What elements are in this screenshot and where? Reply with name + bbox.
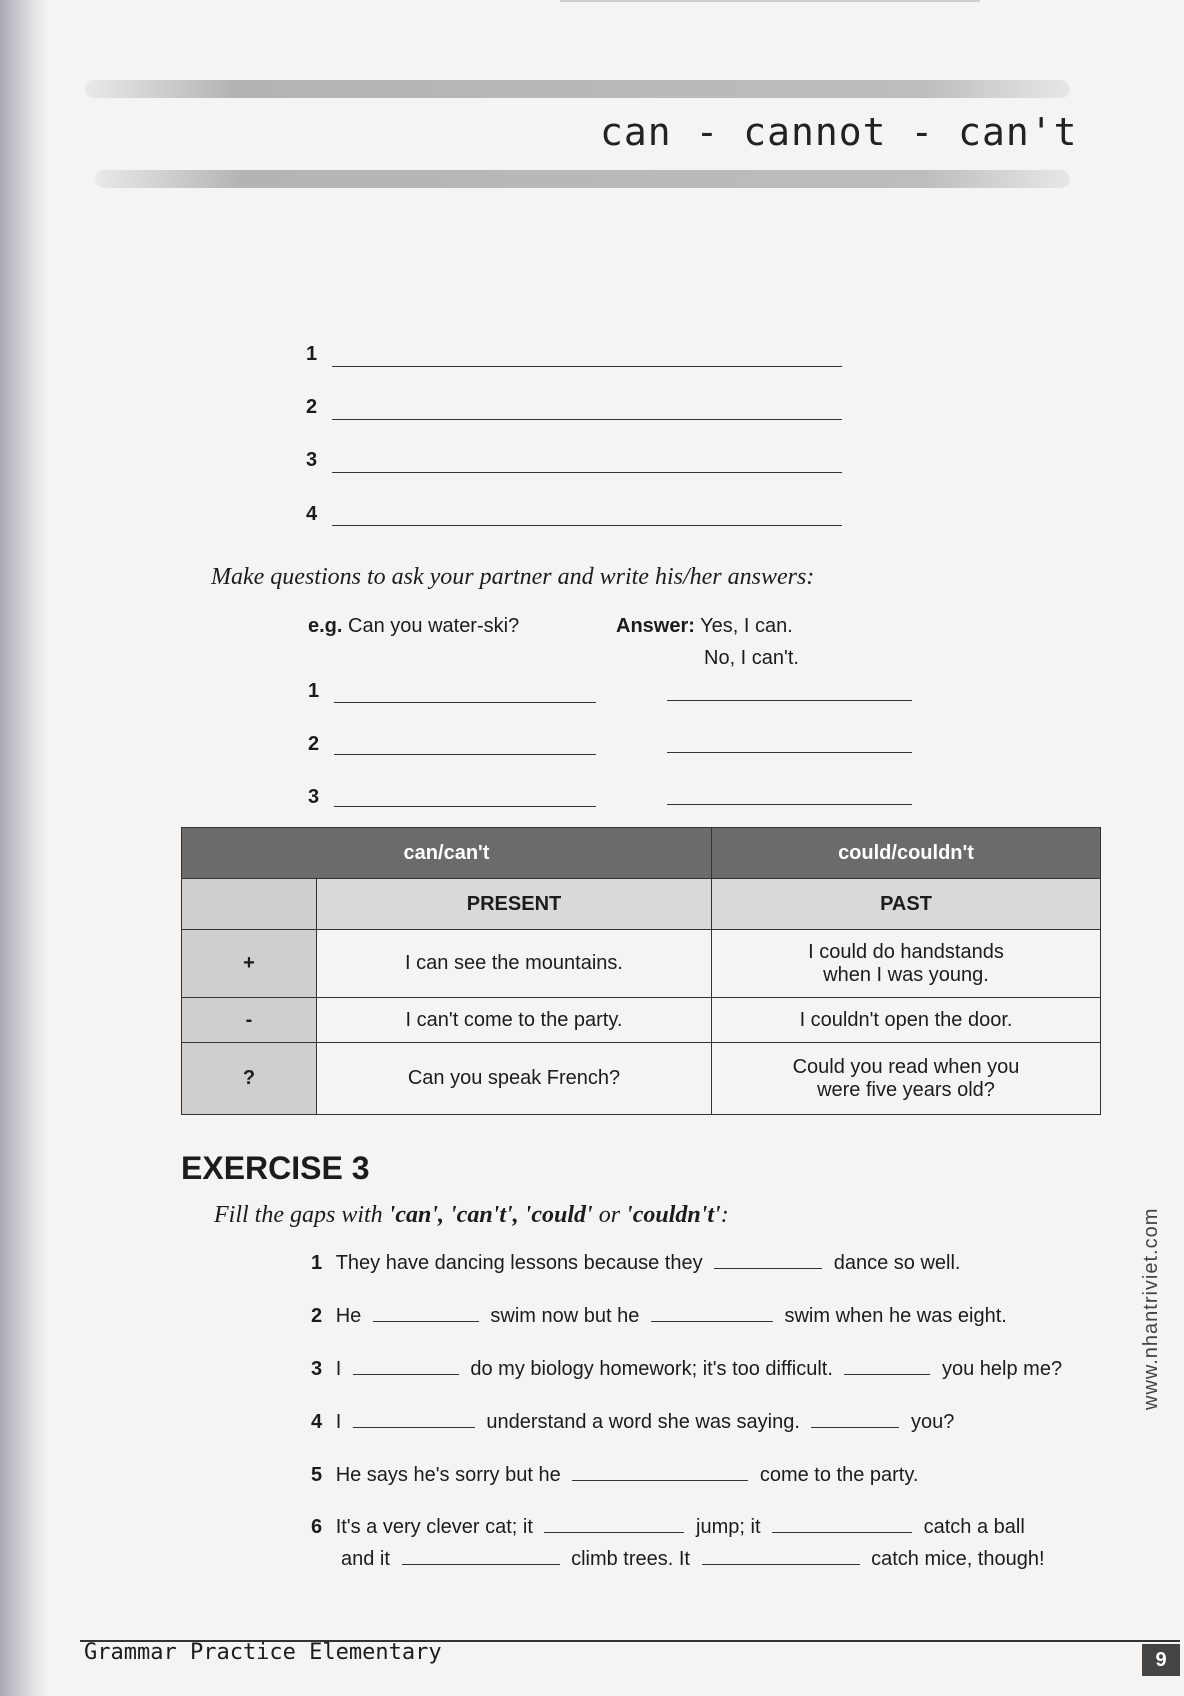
plus-sign: + [182,930,317,998]
question-line[interactable] [334,754,596,755]
partner-answer-line[interactable] [667,804,912,805]
item-text: you help me? [942,1358,1063,1380]
line-number: 1 [308,680,320,702]
page-title: can - cannot - can't [600,110,1078,154]
item-text: catch a ball [923,1516,1025,1538]
title-brush-bottom [95,170,1070,188]
exercise-item [311,1516,1025,1539]
table-row [182,998,1101,1043]
line-number: 1 [306,343,318,365]
present-example: I can see the mountains. [317,930,712,998]
table-row [182,930,1101,998]
exercise3-title: EXERCISE 3 [181,1150,370,1186]
item-text: catch mice, though! [871,1548,1045,1570]
line-number: 3 [306,449,318,471]
gap-blank[interactable] [544,1532,684,1533]
gap-blank[interactable] [353,1427,475,1428]
top-rule [560,0,980,2]
gap-blank[interactable] [702,1564,860,1565]
instruction-text: Fill the gaps with [214,1202,389,1228]
past-line-a: I could do handstands [808,940,1004,963]
title-brush-top [85,80,1070,98]
item-text: I [335,1411,342,1433]
partner-answer-line[interactable] [667,752,912,753]
gap-blank[interactable] [772,1532,912,1533]
exercise-item [311,1411,954,1434]
exercise-item-continued [341,1548,1045,1571]
item-text: do my biology homework; it's too difficult. [470,1358,833,1380]
gap-blank[interactable] [402,1564,560,1565]
item-text: He says he's sorry but he [335,1464,561,1486]
item-text: you? [911,1411,955,1433]
past-example [712,1043,1101,1115]
col-header-can: can/can't [182,828,712,879]
item-text: swim when he was eight. [784,1305,1007,1327]
past-line-a: Could you read when you [792,1055,1020,1078]
past-example [712,930,1101,998]
item-number: 3 [311,1358,323,1380]
item-text: climb trees. It [571,1548,690,1570]
item-text: understand a word she was saying. [486,1411,800,1433]
partner-answer-line[interactable] [667,700,912,701]
page-number: 9 [1142,1644,1180,1676]
line-number: 4 [306,503,318,525]
example-row [308,615,519,638]
item-number: 4 [311,1411,323,1433]
line-number: 3 [308,786,320,808]
item-text: jump; it [696,1516,761,1538]
question-sign: ? [182,1043,317,1115]
exercise2-instruction: Make questions to ask your partner and write his/her answers: [211,564,815,590]
past-line-b: when I was young. [823,963,989,986]
past-header: PAST [712,879,1101,930]
example-answer [616,615,793,638]
item-text: come to the party. [759,1464,919,1486]
answer-line[interactable] [332,472,842,473]
item-text: They have dancing lessons because they [335,1252,703,1274]
gap-blank[interactable] [811,1427,899,1428]
table-corner [182,879,317,930]
answer-line[interactable] [332,419,842,420]
past-line-b: were five years old? [817,1078,995,1101]
question-line[interactable] [334,806,596,807]
instruction-or: or [592,1202,627,1228]
item-text: swim now but he [490,1305,640,1327]
line-number: 2 [306,396,318,418]
example-label: e.g. [308,615,343,637]
item-number: 6 [311,1516,323,1538]
can-could-table [181,827,1101,1115]
item-text: dance so well. [833,1252,961,1274]
answer-no: No, I can't. [704,647,799,669]
exercise-item [311,1305,1007,1328]
question-line[interactable] [334,702,596,703]
gap-blank[interactable] [353,1374,459,1375]
gap-blank[interactable] [572,1480,748,1481]
page-spine-shadow [0,0,48,1696]
publisher-url: www.nhantriviet.com [1140,1207,1162,1410]
gap-blank[interactable] [844,1374,930,1375]
instruction-words: 'can', 'can't', 'could' [388,1202,593,1228]
gap-blank[interactable] [373,1321,479,1322]
instruction-last-word: 'couldn't' [626,1202,721,1228]
exercise-item [311,1358,1062,1381]
answer-label: Answer: [616,615,695,637]
col-header-could: could/couldn't [712,828,1101,879]
item-number: 2 [311,1305,323,1327]
table-row [182,1043,1101,1115]
instruction-colon: : [720,1202,729,1228]
exercise-item [311,1252,960,1275]
item-text: and it [341,1548,390,1570]
item-number: 5 [311,1464,323,1486]
answer-yes: Yes, I can. [700,615,793,637]
example-question: Can you water-ski? [348,615,520,637]
item-text: It's a very clever cat; it [335,1516,533,1538]
item-number: 1 [311,1252,323,1274]
exercise3-instruction [214,1202,729,1229]
present-header: PRESENT [317,879,712,930]
past-example: I couldn't open the door. [712,998,1101,1043]
book-title: Grammar Practice Elementary [84,1640,442,1665]
minus-sign: - [182,998,317,1043]
present-example: I can't come to the party. [317,998,712,1043]
item-text: He [335,1305,362,1327]
gap-blank[interactable] [651,1321,773,1322]
answer-line[interactable] [332,525,842,526]
present-example: Can you speak French? [317,1043,712,1115]
answer-line[interactable] [332,366,842,367]
gap-blank[interactable] [714,1268,822,1269]
item-text: I [335,1358,342,1380]
exercise-item [311,1464,918,1487]
line-number: 2 [308,733,320,755]
